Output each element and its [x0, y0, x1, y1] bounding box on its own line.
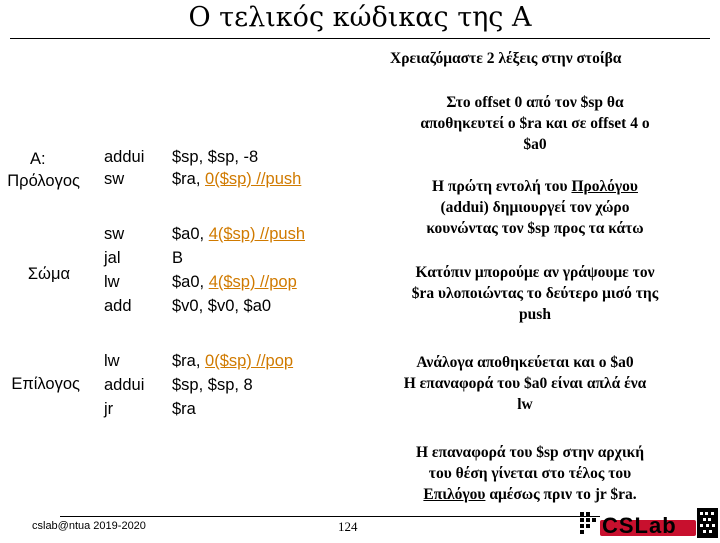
op-sw: sw	[104, 170, 125, 188]
page-number: 124	[338, 519, 358, 534]
args-addui: $sp, $sp, -8	[172, 148, 259, 166]
note-push: Κατόπιν μπορούμε αν γράψουμε τον $ra υλοποιώντας το δεύτερο μισό της push	[411, 264, 659, 323]
args-jr: $ra	[172, 400, 196, 418]
stack-offset-highlight: 0($sp) //push	[205, 170, 302, 188]
stack-offset-highlight: 4($sp) //pop	[208, 273, 297, 291]
args-sw: $a0, 4($sp) //push	[172, 225, 306, 243]
args-add: $v0, $v0, $a0	[172, 297, 272, 315]
op-addui: addui	[104, 148, 145, 166]
note-sp-restore: Η επαναφορά του $sp στην αρχική του θέση γίνεται στο τέλος του Επιλόγου αμέσως πριν το jr $ra.	[415, 444, 645, 503]
note-prologue: Η πρώτη εντολή του Προλόγου (addui) δημιουργεί τον χώρο κουνώντας τον $sp προς τα κάτω	[426, 178, 644, 237]
op-jr: jr	[104, 400, 114, 418]
cslab-logo-text: CSLab	[602, 513, 677, 538]
args-lw: $ra, 0($sp) //pop	[172, 352, 294, 370]
label-prologue: Πρόλογος	[7, 172, 80, 190]
title-divider	[10, 38, 710, 39]
label-body: Σώμα	[27, 265, 70, 283]
label-epilogue: Επίλογος	[11, 375, 80, 393]
args-addui: $sp, $sp, 8	[172, 376, 253, 394]
top-note: Χρειαζόμαστε 2 λέξεις στην στοίβα	[390, 50, 622, 67]
code-body-args	[172, 222, 305, 318]
stack-offset-highlight: 4($sp) //push	[208, 225, 306, 243]
op-lw: lw	[104, 352, 120, 370]
stack-offset-highlight: 0($sp) //pop	[205, 352, 294, 370]
op-lw: lw	[104, 273, 120, 291]
slide-title: Ο τελικός κώδικας της A	[188, 2, 532, 33]
op-jal: jal	[104, 249, 121, 267]
footer-source: cslab@ntua 2019-2020	[32, 520, 146, 532]
note-offsets: Στο offset 0 από τον $sp θα αποθηκευτεί ο $ra και σε offset 4 ο $a0	[420, 94, 650, 153]
label-a: A:	[30, 150, 46, 168]
cslab-logo	[578, 508, 718, 538]
code-prologue-args	[172, 146, 301, 190]
note-a0-restore: Ανάλογα αποθηκεύεται και ο $a0 Η επαναφορά του $a0 είναι απλά ένα lw	[403, 354, 647, 413]
args-jal: B	[172, 249, 184, 267]
op-addui: addui	[104, 376, 145, 394]
code-body-ops	[104, 222, 132, 318]
footer-divider	[60, 516, 600, 517]
code-epilogue-ops	[104, 349, 144, 421]
args-sw: $ra, 0($sp) //push	[172, 170, 302, 188]
code-epilogue-args	[172, 349, 293, 421]
op-add: add	[104, 297, 132, 315]
code-prologue-ops	[104, 146, 144, 190]
op-sw: sw	[104, 225, 125, 243]
args-lw: $a0, 4($sp) //pop	[172, 273, 297, 291]
